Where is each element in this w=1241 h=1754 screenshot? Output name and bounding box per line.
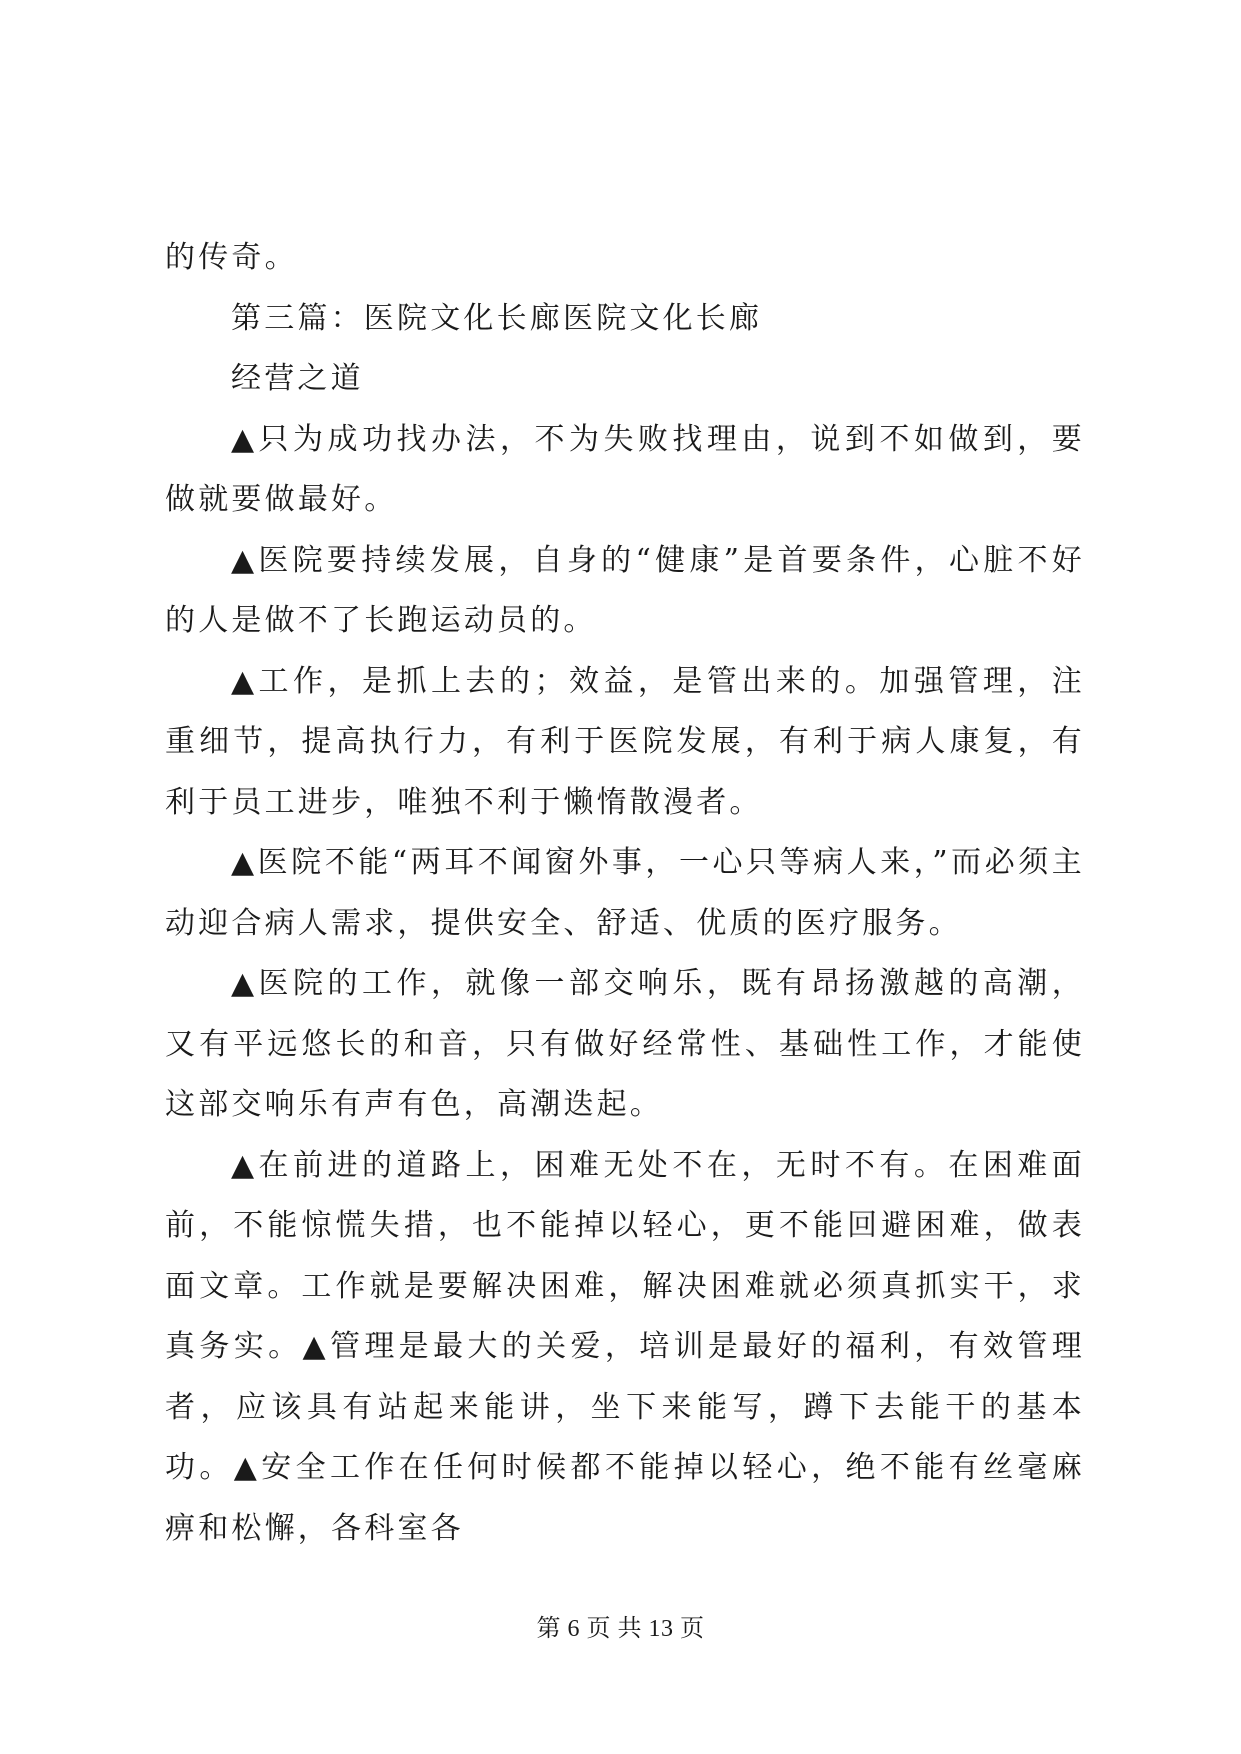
document-body	[165, 228, 1085, 1559]
paragraph: ▲医院不能“两耳不闻窗外事，一心只等病人来，”而必须主动迎合病人需求，提供安全、舒适、优质的医疗服务。	[165, 845, 1085, 941]
paragraph: ▲医院的工作，就像一部交响乐，既有昂扬激越的高潮，又有平远悠长的和音，只有做好经常性、基础性工作，才能使这部交响乐有声有色，高潮迭起。	[165, 966, 1085, 1122]
page-number-footer: 第 6 页 共 13 页	[536, 1616, 705, 1642]
section-heading: 第三篇：医院文化长廊医院文化长廊	[231, 300, 763, 336]
paragraph: ▲医院要持续发展，自身的“健康”是首要条件，心脏不好的人是做不了长跑运动员的。	[165, 542, 1085, 638]
subsection-heading: 经营之道	[231, 361, 364, 396]
paragraph: ▲只为成功找办法，不为失败找理由，说到不如做到，要做就要做最好。	[165, 421, 1085, 517]
paragraph: ▲在前进的道路上，困难无处不在，无时不有。在困难面前，不能惊慌失措，也不能掉以轻心，更不能回避困难，做表面文章。工作就是要解决困难，解决困难就必须真抓实干，求真务实。▲管理是最大的关爱，培训是最好的福利，有效管理者，应该具有站起来能讲，坐下来能写，蹲下去能干的基本功。▲安全工作在任何时候都不能掉以轻心，绝不能有丝毫麻痹和松懈，各科室各	[165, 1147, 1085, 1546]
paragraph-continuation: 的传奇。	[165, 240, 298, 275]
paragraph: ▲工作，是抓上去的；效益，是管出来的。加强管理，注重细节，提高执行力，有利于医院发展，有利于病人康复，有利于员工进步，唯独不利于懒惰散漫者。	[165, 663, 1085, 820]
